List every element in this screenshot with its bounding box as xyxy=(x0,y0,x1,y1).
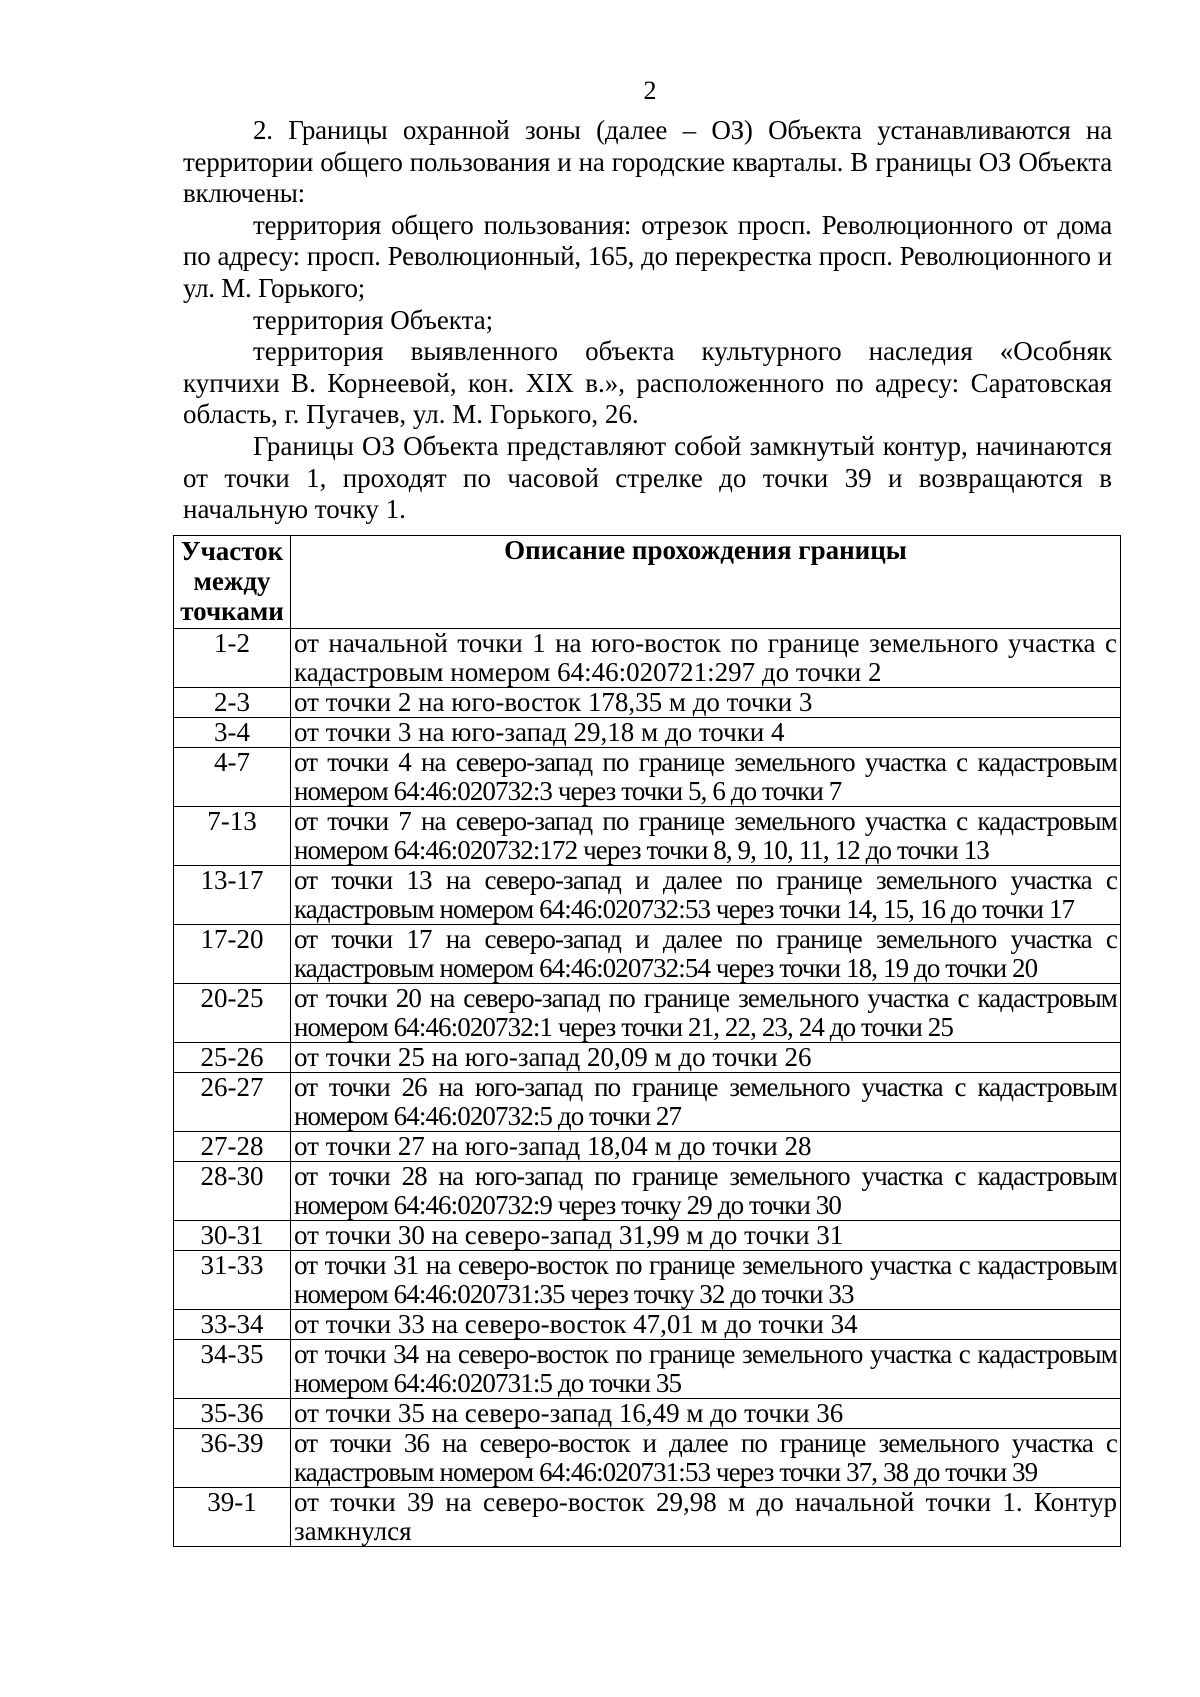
segment-cell: 34-35 xyxy=(174,1340,291,1399)
description-cell: от точки 25 на юго-запад 20,09 м до точки 26 xyxy=(291,1043,1121,1073)
table-row xyxy=(174,807,1121,866)
table-row xyxy=(174,1073,1121,1132)
table-header-row xyxy=(174,536,1121,629)
description-cell: от точки 35 на северо-запад 16,49 м до точки 36 xyxy=(291,1399,1121,1429)
table-row xyxy=(174,1399,1121,1429)
table-row xyxy=(174,688,1121,718)
paragraph-contour: Границы ОЗ Объекта представляют собой замкнутый контур, начинаются от точки 1, проходят по часовой стрелке до точки 39 и возвращаются в начальную точку 1. xyxy=(183,430,1112,525)
segment-cell: 2-3 xyxy=(174,688,291,718)
boundary-table xyxy=(173,535,1121,1547)
segment-cell: 3-4 xyxy=(174,718,291,748)
table-row xyxy=(174,629,1121,688)
header-description: Описание прохождения границы xyxy=(291,536,1121,629)
table-row xyxy=(174,866,1121,925)
description-cell: от точки 20 на северо-запад по границе земельного участка с кадастровым номером 64:46:020732:1 через точки 21, 22, 23, 24 до точки 25 xyxy=(291,984,1121,1043)
description-cell: от точки 7 на северо-запад по границе земельного участка с кадастровым номером 64:46:020732:172 через точки 8, 9, 10, 11, 12 до точки 13 xyxy=(291,807,1121,866)
segment-cell: 36-39 xyxy=(174,1429,291,1488)
segment-cell: 7-13 xyxy=(174,807,291,866)
segment-cell: 27-28 xyxy=(174,1132,291,1162)
description-cell: от точки 3 на юго-запад 29,18 м до точки 4 xyxy=(291,718,1121,748)
table-row xyxy=(174,984,1121,1043)
paragraph-object-territory: территория Объекта; xyxy=(253,304,494,335)
description-cell: от точки 36 на северо-восток и далее по границе земельного участка с кадастровым номером 64:46:020731:53 через точки 37, 38 до точки 39 xyxy=(291,1429,1121,1488)
table-row xyxy=(174,925,1121,984)
table-row xyxy=(174,1340,1121,1399)
description-cell: от точки 31 на северо-восток по границе земельного участка с кадастровым номером 64:46:020731:35 через точку 32 до точки 33 xyxy=(291,1251,1121,1310)
segment-cell: 25-26 xyxy=(174,1043,291,1073)
table-row xyxy=(174,1043,1121,1073)
table-row xyxy=(174,1251,1121,1310)
description-cell: от точки 27 на юго-запад 18,04 м до точки 28 xyxy=(291,1132,1121,1162)
segment-cell: 30-31 xyxy=(174,1221,291,1251)
table-row xyxy=(174,718,1121,748)
segment-cell: 17-20 xyxy=(174,925,291,984)
description-cell: от начальной точки 1 на юго-восток по границе земельного участка с кадастровым номером 64:46:020721:297 до точки 2 xyxy=(291,629,1121,688)
segment-cell: 33-34 xyxy=(174,1310,291,1340)
description-cell: от точки 39 на северо-восток 29,98 м до начальной точки 1. Контур замкнулся xyxy=(291,1488,1121,1547)
page-number: 2 xyxy=(643,76,657,105)
segment-cell: 39-1 xyxy=(174,1488,291,1547)
body-text xyxy=(183,115,1112,526)
segment-cell: 13-17 xyxy=(174,866,291,925)
description-cell: от точки 17 на северо-запад и далее по границе земельного участка с кадастровым номером 64:46:020732:54 через точки 18, 19 до точки 20 xyxy=(291,925,1121,984)
segment-cell: 26-27 xyxy=(174,1073,291,1132)
table-row xyxy=(174,1221,1121,1251)
segment-cell: 35-36 xyxy=(174,1399,291,1429)
description-cell: от точки 33 на северо-восток 47,01 м до точки 34 xyxy=(291,1310,1121,1340)
description-cell: от точки 4 на северо-запад по границе земельного участка с кадастровым номером 64:46:020732:3 через точки 5, 6 до точки 7 xyxy=(291,748,1121,807)
description-cell: от точки 30 на северо-запад 31,99 м до точки 31 xyxy=(291,1221,1121,1251)
paragraph-heritage-object: территория выявленного объекта культурного наследия «Особняк купчихи В. Корнеевой, кон. XIX в.», расположенного по адресу: Саратовская область, г. Пугачев, ул. М. Горького, 26. xyxy=(183,336,1112,430)
table-row xyxy=(174,748,1121,807)
segment-cell: 4-7 xyxy=(174,748,291,807)
paragraph-public-territory: территория общего пользования: отрезок просп. Революционного от дома по адресу: просп. Революционный, 165, до перекрестка просп. Революционного и ул. М. Горького; xyxy=(183,209,1112,303)
header-segment: Участок между точками xyxy=(174,536,291,629)
paragraph-boundaries-intro: 2. Границы охранной зоны (далее – ОЗ) Объекта устанавливаются на территории общего пользования и на городские кварталы. В границы ОЗ Объекта включены: xyxy=(183,115,1112,209)
description-cell: от точки 34 на северо-восток по границе земельного участка с кадастровым номером 64:46:020731:5 до точки 35 xyxy=(291,1340,1121,1399)
segment-cell: 28-30 xyxy=(174,1162,291,1221)
table-row xyxy=(174,1132,1121,1162)
table-row xyxy=(174,1310,1121,1340)
description-cell: от точки 28 на юго-запад по границе земельного участка с кадастровым номером 64:46:020732:9 через точку 29 до точки 30 xyxy=(291,1162,1121,1221)
description-cell: от точки 26 на юго-запад по границе земельного участка с кадастровым номером 64:46:020732:5 до точки 27 xyxy=(291,1073,1121,1132)
description-cell: от точки 13 на северо-запад и далее по границе земельного участка с кадастровым номером 64:46:020732:53 через точки 14, 15, 16 до точки 17 xyxy=(291,866,1121,925)
description-cell: от точки 2 на юго-восток 178,35 м до точки 3 xyxy=(291,688,1121,718)
segment-cell: 31-33 xyxy=(174,1251,291,1310)
table-row xyxy=(174,1429,1121,1488)
segment-cell: 20-25 xyxy=(174,984,291,1043)
table-row xyxy=(174,1488,1121,1547)
table-row xyxy=(174,1162,1121,1221)
segment-cell: 1-2 xyxy=(174,629,291,688)
